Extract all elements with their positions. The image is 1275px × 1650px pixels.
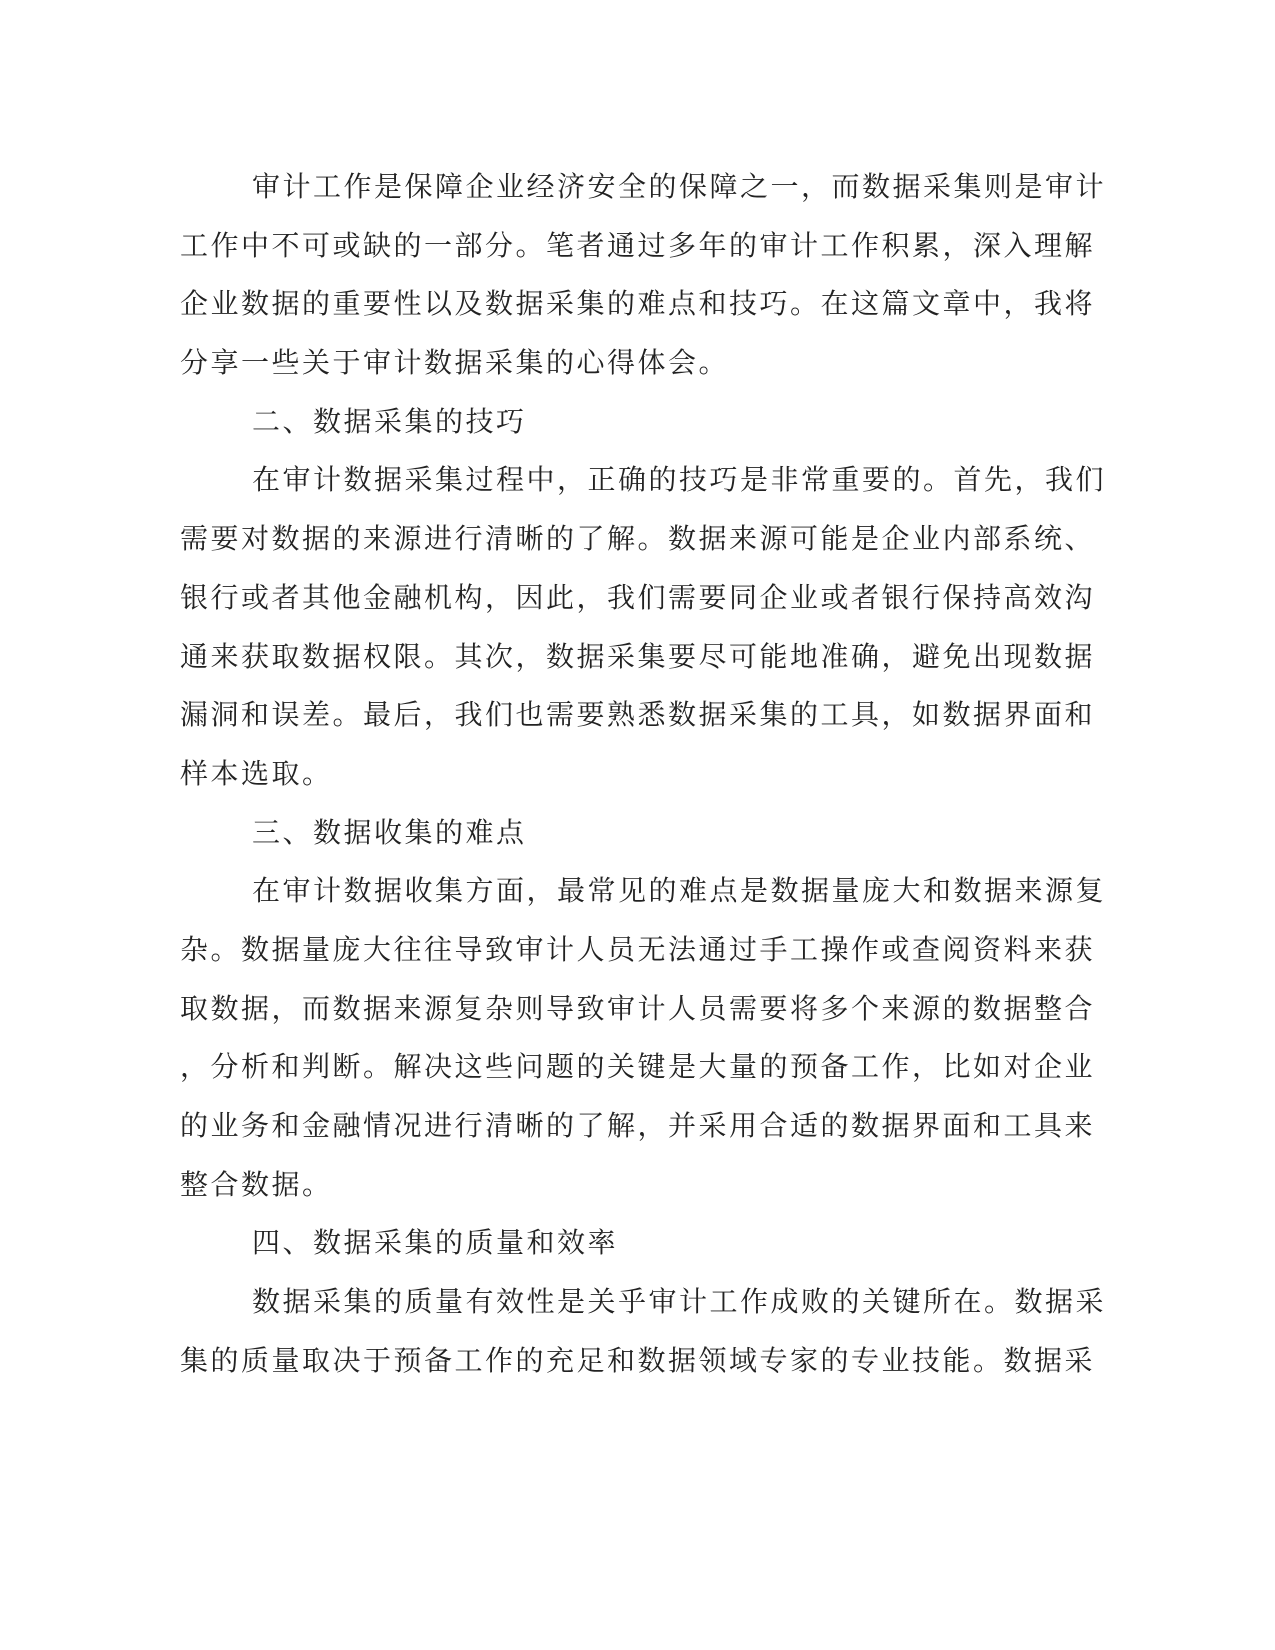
- paragraph-line: 集的质量取决于预备工作的充足和数据领域专家的专业技能。数据采: [180, 1343, 1096, 1377]
- paragraph-line: 整合数据。: [180, 1167, 333, 1201]
- paragraph-line: 企业数据的重要性以及数据采集的难点和技巧。在这篇文章中，我将: [180, 287, 1096, 321]
- paragraph-line: 的业务和金融情况进行清晰的了解，并采用合适的数据界面和工具来: [180, 1109, 1096, 1142]
- paragraph-line: 杂。数据量庞大往往导致审计人员无法通过手工操作或查阅资料来获: [180, 932, 1096, 966]
- paragraph-line: 取数据，而数据来源复杂则导致审计人员需要将多个来源的数据整合: [180, 991, 1096, 1025]
- paragraph-line: 样本选取。: [180, 756, 333, 790]
- paragraph-line: 在审计数据采集过程中，正确的技巧是非常重要的。首先，我们: [252, 463, 1107, 497]
- section-heading: 四、数据采集的质量和效率: [252, 1226, 619, 1260]
- paragraph-line: 漏洞和误差。最后，我们也需要熟悉数据采集的工具，如数据界面和: [180, 698, 1096, 732]
- paragraph-line: 银行或者其他金融机构，因此，我们需要同企业或者银行保持高效沟: [180, 580, 1096, 614]
- section-heading: 三、数据收集的难点: [252, 815, 527, 849]
- paragraph-line: 通来获取数据权限。其次，数据采集要尽可能地准确，避免出现数据: [180, 639, 1096, 673]
- paragraph-line: 分享一些关于审计数据采集的心得体会。: [180, 346, 730, 380]
- paragraph-line: 工作中不可或缺的一部分。笔者通过多年的审计工作积累，深入理解: [180, 228, 1096, 262]
- section-heading: 二、数据采集的技巧: [252, 404, 527, 438]
- paragraph-line: ，分析和判断。解决这些问题的关键是大量的预备工作，比如对企业: [180, 1050, 1096, 1084]
- paragraph-line: 在审计数据收集方面，最常见的难点是数据量庞大和数据来源复: [252, 874, 1107, 908]
- paragraph-line: 需要对数据的来源进行清晰的了解。数据来源可能是企业内部系统、: [180, 522, 1096, 556]
- document-body: [180, 158, 1107, 1390]
- paragraph-line: 审计工作是保障企业经济安全的保障之一，而数据采集则是审计: [252, 170, 1107, 203]
- paragraph-line: 数据采集的质量有效性是关乎审计工作成败的关键所在。数据采: [252, 1285, 1107, 1319]
